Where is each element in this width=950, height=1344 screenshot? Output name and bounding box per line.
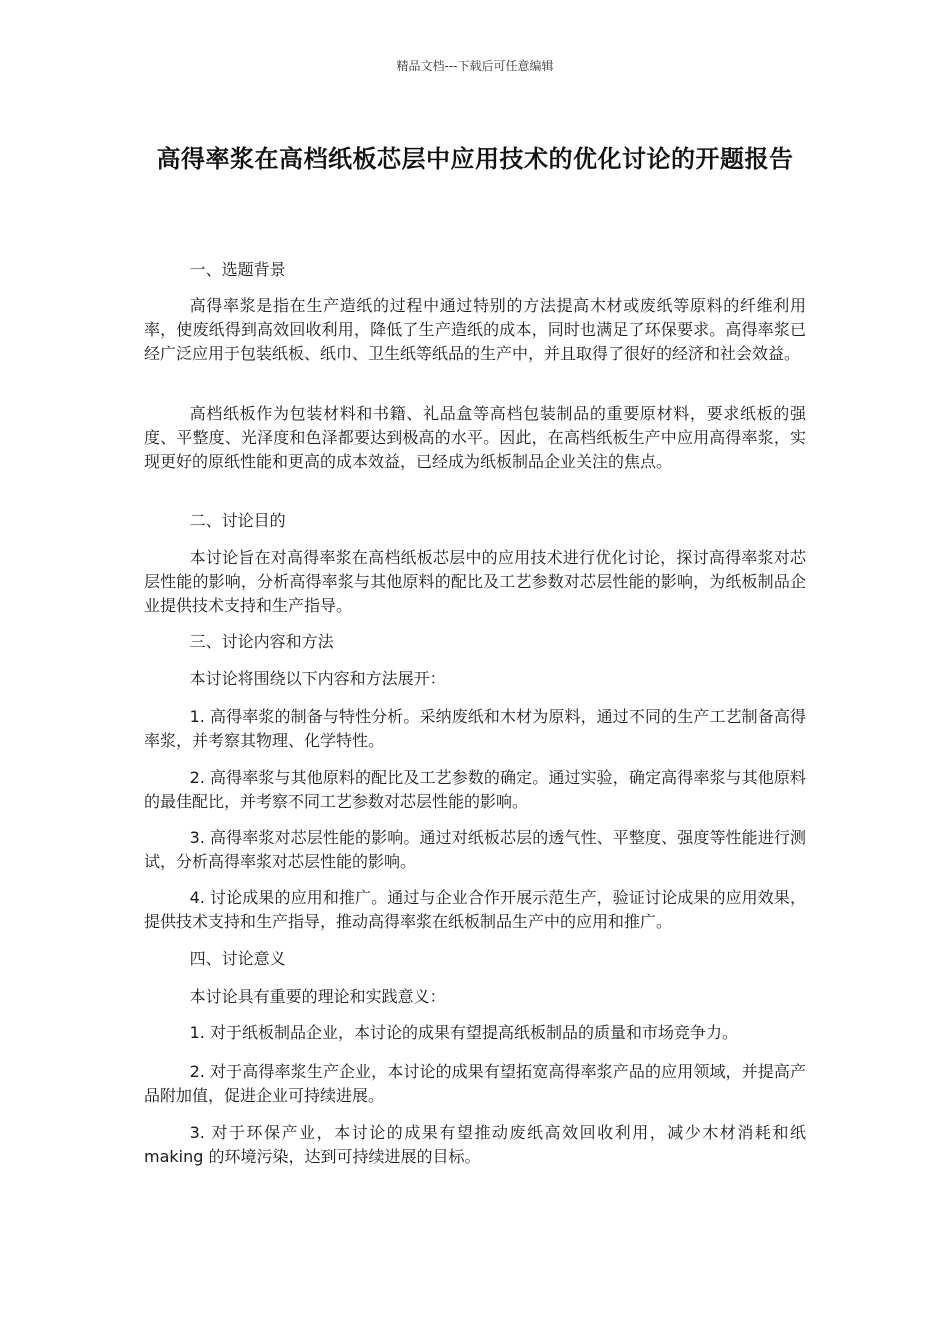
paragraph: 本讨论旨在对高得率浆在高档纸板芯层中的应用技术进行优化讨论，探讨高得率浆对芯层性能的影响，分析高得率浆与其他原料的配比及工艺参数对芯层性能的影响，为纸板制品企业提供技术支持和生产指导。 [144,548,806,615]
section-1-paragraph-1 [144,294,806,366]
list-item: 4. 讨论成果的应用和推广。通过与企业合作开展示范生产，验证讨论成果的应用效果，提供技术支持和生产指导，推动高得率浆在纸板制品生产中的应用和推广。 [144,888,806,931]
section-4-item-2 [144,1060,806,1108]
list-item: 3. 对于环保产业，本讨论的成果有望推动废纸高效回收利用，减少木材消耗和纸 making 的环境污染，达到可持续进展的目标。 [144,1123,806,1166]
section-2-heading-block [144,509,806,533]
section-4-item-3 [144,1121,806,1169]
section-4-heading-block [144,947,806,971]
section-3-item-3 [144,826,806,874]
section-1-heading-block [144,258,806,282]
list-item: 2. 高得率浆与其他原料的配比及工艺参数的确定。通过实验，确定高得率浆与其他原料的最佳配比，并考察不同工艺参数对芯层性能的影响。 [144,768,806,811]
list-item: 1. 高得率浆的制备与特性分析。采纳废纸和木材为原料，通过不同的生产工艺制备高得率浆，并考察其物理、化学特性。 [144,707,806,750]
section-3-item-2 [144,766,806,814]
paragraph: 高档纸板作为包装材料和书籍、礼品盒等高档包装制品的重要原材料，要求纸板的强度、平整度、光泽度和色泽都要达到极高的水平。因此，在高档纸板生产中应用高得率浆，实现更好的原纸性能和更高的成本效益，已经成为纸板制品企业关注的焦点。 [144,404,806,471]
section-heading: 二、讨论目的 [189,511,286,530]
header-note: 精品文档---下载后可任意编辑 [396,59,554,73]
section-2-paragraph-1 [144,546,806,618]
section-heading: 一、选题背景 [189,260,286,279]
paragraph: 高得率浆是指在生产造纸的过程中通过特别的方法提高木材或废纸等原料的纤维利用率，使废纸得到高效回收利用，降低了生产造纸的成本，同时也满足了环保要求。高得率浆已经广泛应用于包装纸板、纸巾、卫生纸等纸品的生产中，并且取得了很好的经济和社会效益。 [144,296,806,363]
list-item: 3. 高得率浆对芯层性能的影响。通过对纸板芯层的透气性、平整度、强度等性能进行测试，分析高得率浆对芯层性能的影响。 [144,828,806,871]
list-item: 1. 对于纸板制品企业，本讨论的成果有望提高纸板制品的质量和市场竞争力。 [189,1023,738,1042]
section-1-paragraph-2 [144,402,806,474]
section-3-item-1 [144,705,806,753]
section-heading: 三、讨论内容和方法 [189,632,334,651]
section-3-intro [144,667,806,691]
section-3-item-4 [144,886,806,934]
paragraph: 本讨论将围绕以下内容和方法展开： [189,669,446,688]
section-heading: 四、讨论意义 [189,949,286,968]
paragraph: 本讨论具有重要的理论和实践意义： [189,987,446,1006]
document-title: 高得率浆在高档纸板芯层中应用技术的优化讨论的开题报告 [156,145,794,173]
section-4-intro [144,985,806,1009]
section-4-item-1 [144,1021,806,1045]
list-item: 2. 对于高得率浆生产企业，本讨论的成果有望拓宽高得率浆产品的应用领域，并提高产品附加值，促进企业可持续进展。 [144,1062,806,1105]
section-3-heading-block [144,630,806,654]
